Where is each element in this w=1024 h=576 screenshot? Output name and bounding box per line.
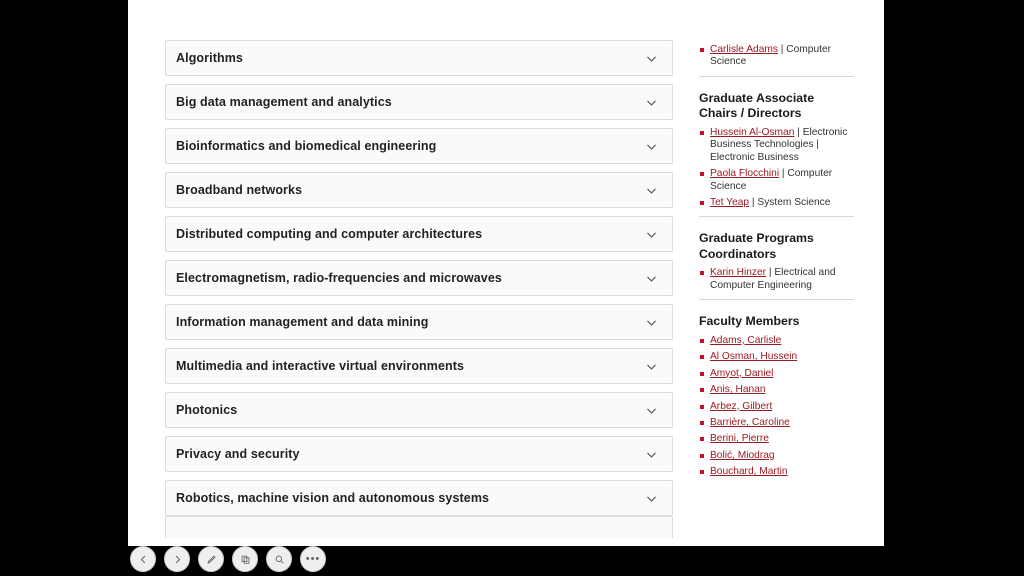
person-detail: System Science — [757, 197, 831, 209]
accordion-item-label: Privacy and security — [176, 447, 300, 461]
floating-toolbar — [130, 546, 326, 572]
list-item — [699, 368, 854, 380]
list-item — [699, 335, 854, 347]
faculty-link[interactable]: Arbez, Gilbert — [710, 400, 773, 412]
accordion-item-privacy-security[interactable] — [165, 436, 673, 472]
accordion-item-robotics[interactable] — [165, 480, 673, 516]
divider — [699, 216, 854, 217]
person-detail: Computer Science — [710, 44, 831, 68]
list-item — [699, 267, 854, 292]
person-link[interactable]: Paola Flocchini — [710, 168, 780, 180]
copy-button[interactable] — [232, 546, 258, 572]
faculty-link[interactable]: Bolić, Miodrag — [710, 449, 775, 461]
chevron-down-icon[interactable] — [645, 492, 658, 505]
accordion-item-big-data[interactable] — [165, 84, 673, 120]
chevron-down-icon[interactable] — [645, 228, 658, 241]
accordion-item-label: Bioinformatics and biomedical engineering — [176, 139, 437, 153]
list-item — [699, 351, 854, 363]
faculty-link[interactable]: Bouchard, Martin — [710, 466, 788, 478]
accordion-item-multimedia[interactable] — [165, 348, 673, 384]
accordion-item-label: Information management and data mining — [176, 315, 429, 329]
back-button[interactable] — [130, 546, 156, 572]
list-item — [699, 450, 854, 462]
accordion-item-label: Distributed computing and computer architectures — [176, 227, 483, 241]
accordion-item-partial[interactable] — [165, 516, 673, 538]
person-link[interactable]: Carlisle Adams — [710, 44, 778, 55]
more-button[interactable] — [300, 546, 326, 572]
list-item — [699, 168, 854, 193]
chevron-down-icon[interactable] — [645, 360, 658, 373]
forward-button[interactable] — [164, 546, 190, 572]
separator: | — [779, 168, 788, 180]
accordion-item-label: Algorithms — [176, 51, 243, 65]
search-button[interactable] — [266, 546, 292, 572]
faculty-members-list — [699, 335, 854, 479]
programs-coordinators-list — [699, 267, 854, 292]
chevron-down-icon[interactable] — [645, 404, 658, 417]
faculty-link[interactable]: Adams, Carlisle — [710, 334, 782, 346]
divider — [699, 76, 854, 77]
faculty-link[interactable]: Anis, Hanan — [710, 384, 766, 396]
accordion-item-electromagnetism[interactable] — [165, 260, 673, 296]
accordion-item-label: Electromagnetism, radio-frequencies and microwaves — [176, 271, 502, 285]
chevron-down-icon[interactable] — [645, 272, 658, 285]
web-page-canvas — [128, 0, 884, 546]
person-link[interactable]: Hussein Al-Osman — [710, 126, 795, 138]
list-item — [699, 127, 854, 164]
research-areas-accordion — [165, 40, 673, 524]
accordion-item-photonics[interactable] — [165, 392, 673, 428]
accordion-item-distributed-computing[interactable] — [165, 216, 673, 252]
separator: | — [794, 126, 803, 138]
faculty-link[interactable]: Al Osman, Hussein — [710, 351, 798, 363]
section-heading-associate-chairs: Graduate Associate Chairs / Directors — [699, 90, 815, 121]
divider — [699, 299, 854, 300]
people-sidebar — [699, 0, 854, 483]
person-detail: Electrical and Computer Engineering — [710, 267, 836, 291]
section-heading-programs-coordinators: Graduate Programs Coordinators — [699, 231, 814, 261]
separator: | — [766, 267, 775, 279]
list-item — [699, 44, 854, 69]
accordion-item-label: Photonics — [176, 403, 238, 417]
chevron-down-icon[interactable] — [645, 96, 658, 109]
section-heading-faculty-members: Faculty Members — [699, 314, 800, 329]
accordion-item-label: Multimedia and interactive virtual environments — [176, 359, 465, 373]
ellipsis-icon: ••• — [305, 552, 321, 565]
separator: | — [749, 197, 758, 209]
list-item — [699, 401, 854, 413]
accordion-item-label: Broadband networks — [176, 183, 303, 197]
chevron-down-icon[interactable] — [645, 184, 658, 197]
separator: | — [777, 44, 787, 55]
list-item — [699, 384, 854, 396]
person-link[interactable]: Karin Hinzer — [710, 267, 767, 279]
list-item — [699, 417, 854, 429]
associate-chairs-list — [699, 127, 854, 210]
chevron-down-icon[interactable] — [645, 52, 658, 65]
chevron-down-icon[interactable] — [645, 140, 658, 153]
annotate-button[interactable] — [198, 546, 224, 572]
right-gutter — [884, 0, 1024, 576]
faculty-link[interactable]: Berini, Pierre — [710, 433, 769, 445]
accordion-item-label: Robotics, machine vision and autonomous systems — [176, 491, 490, 505]
faculty-link[interactable]: Barrière, Caroline — [710, 416, 790, 428]
list-item — [699, 433, 854, 445]
person-detail: Computer Science — [710, 168, 833, 192]
accordion-item-broadband-networks[interactable] — [165, 172, 673, 208]
faculty-link[interactable]: Amyot, Daniel — [710, 367, 774, 379]
accordion-item-information-management[interactable] — [165, 304, 673, 340]
list-item — [699, 466, 854, 478]
accordion-item-bioinformatics[interactable] — [165, 128, 673, 164]
person-link[interactable]: Tet Yeap — [710, 197, 750, 209]
sidebar-top-partial-list — [699, 44, 854, 69]
chevron-down-icon[interactable] — [645, 316, 658, 329]
chevron-down-icon[interactable] — [645, 448, 658, 461]
person-detail: Electronic Business Technologies | Electronic Business — [710, 126, 848, 163]
accordion-item-label: Big data management and analytics — [176, 95, 392, 109]
list-item — [699, 197, 854, 209]
accordion-item-algorithms[interactable] — [165, 40, 673, 76]
